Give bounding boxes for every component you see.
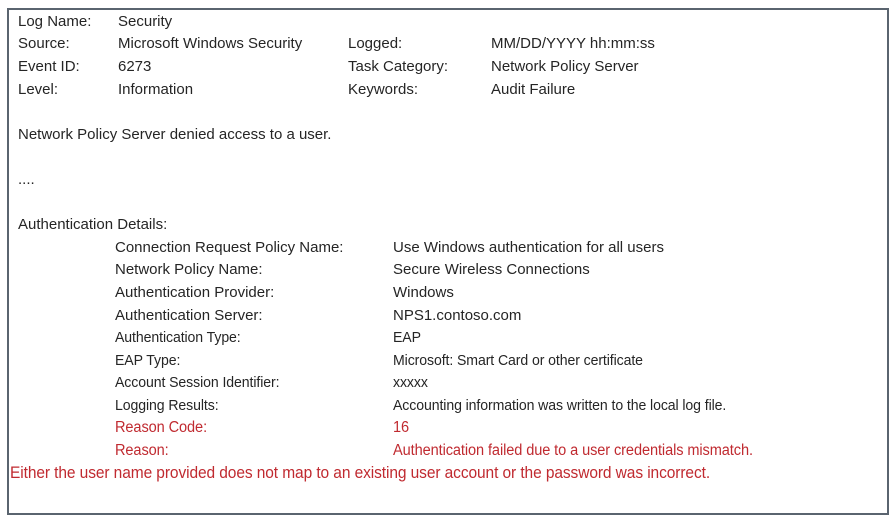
header-row-source xyxy=(18,33,887,56)
footer-note-line xyxy=(10,462,887,485)
detail-row-connection-request-policy xyxy=(18,236,887,259)
level-value: Information xyxy=(118,80,194,98)
event-log-content xyxy=(9,10,887,484)
detail-value: Microsoft: Smart Card or other certificate xyxy=(393,351,643,369)
source-label: Source: xyxy=(18,35,70,53)
description-line xyxy=(18,123,887,146)
detail-value: xxxxx xyxy=(393,374,428,392)
log-name-label: Log Name: xyxy=(18,12,92,30)
spacer xyxy=(18,146,887,169)
detail-label: Logging Results: xyxy=(115,396,219,414)
event-log-panel xyxy=(7,8,889,515)
detail-value: Windows xyxy=(393,283,454,301)
detail-row-logging-results xyxy=(18,394,887,417)
detail-row-reason-code xyxy=(18,417,887,440)
reason-label: Reason: xyxy=(115,441,169,459)
detail-value: NPS1.contoso.com xyxy=(393,306,522,324)
detail-row-eap-type xyxy=(18,349,887,372)
keywords-value: Audit Failure xyxy=(491,80,576,98)
description-text: Network Policy Server denied access to a user. xyxy=(18,125,332,143)
detail-label: EAP Type: xyxy=(115,351,181,369)
detail-row-network-policy-name xyxy=(18,259,887,282)
logged-value: MM/DD/YYYY hh:mm:ss xyxy=(491,35,655,53)
detail-value: Accounting information was written to the local log file. xyxy=(393,396,727,414)
spacer xyxy=(18,191,887,214)
detail-label: Account Session Identifier: xyxy=(115,374,280,392)
detail-row-reason xyxy=(18,439,887,462)
detail-row-authentication-type xyxy=(18,326,887,349)
level-label: Level: xyxy=(18,80,59,98)
ellipsis-text: .... xyxy=(18,170,35,188)
detail-label: Authentication Provider: xyxy=(115,283,275,301)
event-id-label: Event ID: xyxy=(18,57,80,75)
section-title-text: Authentication Details: xyxy=(18,216,168,234)
reason-value: Authentication failed due to a user credentials mismatch. xyxy=(393,441,753,459)
ellipsis-line xyxy=(18,168,887,191)
keywords-label: Keywords: xyxy=(348,80,419,98)
detail-value: Secure Wireless Connections xyxy=(393,261,590,279)
detail-row-authentication-server xyxy=(18,304,887,327)
detail-value: Use Windows authentication for all users xyxy=(393,238,664,256)
source-value: Microsoft Windows Security xyxy=(118,35,303,53)
event-id-value: 6273 xyxy=(118,57,152,75)
detail-label: Network Policy Name: xyxy=(115,261,263,279)
task-category-value: Network Policy Server xyxy=(491,57,639,75)
header-row-event-id xyxy=(18,55,887,78)
detail-label: Connection Request Policy Name: xyxy=(115,238,344,256)
log-name-value: Security xyxy=(118,12,173,30)
detail-row-authentication-provider xyxy=(18,281,887,304)
logged-label: Logged: xyxy=(348,35,403,53)
detail-row-account-session-identifier xyxy=(18,372,887,395)
section-title-line xyxy=(18,213,887,236)
header-row-level xyxy=(18,78,887,101)
footer-note-text: Either the user name provided does not map to an existing user account or the password was incorrect. xyxy=(10,463,711,482)
header-row-log-name xyxy=(18,10,887,33)
detail-value: EAP xyxy=(393,329,421,347)
task-category-label: Task Category: xyxy=(348,57,449,75)
detail-label: Authentication Server: xyxy=(115,306,263,324)
reason-code-label: Reason Code: xyxy=(115,418,208,436)
spacer xyxy=(18,100,887,123)
detail-label: Authentication Type: xyxy=(115,329,241,347)
reason-code-value: 16 xyxy=(393,418,410,436)
